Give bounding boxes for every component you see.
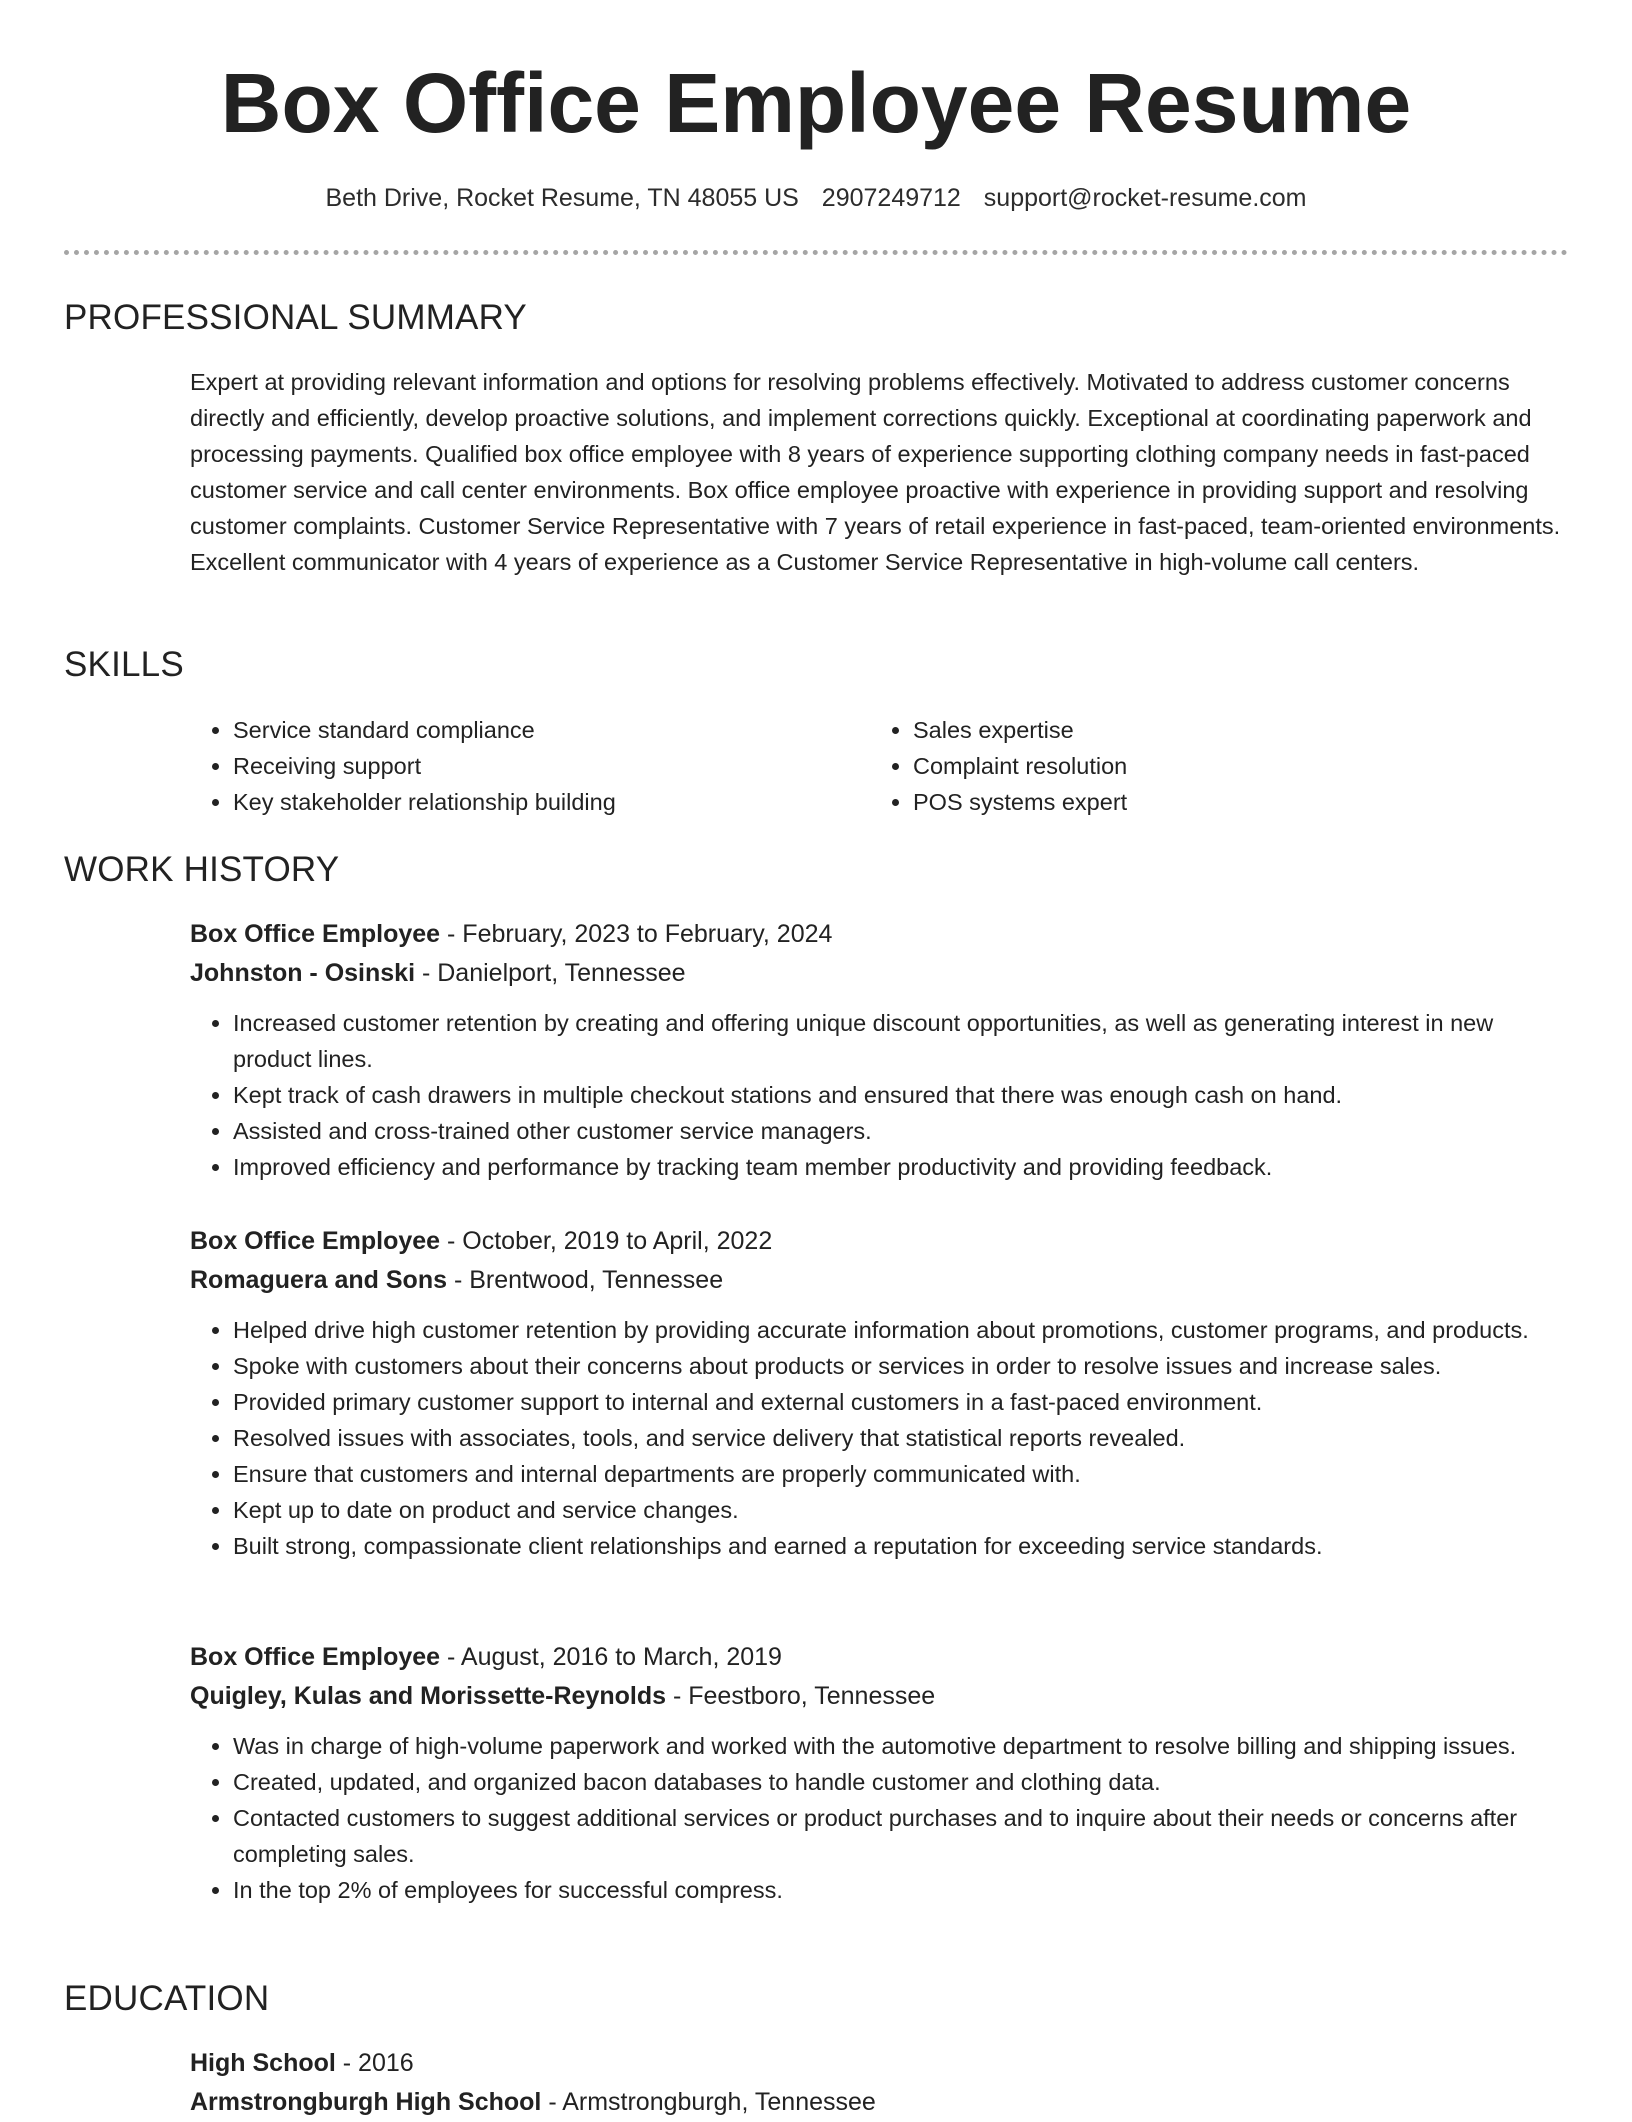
job-title: Box Office Employee <box>190 1643 441 1671</box>
education-degree-line <box>190 2044 1570 2083</box>
skill-item: • Key stakeholder relationship building <box>233 784 870 820</box>
job-location: - Feestboro, Tennessee <box>666 1682 936 1710</box>
job-bullet: • In the top 2% of employees for successful compress. <box>233 1872 1570 1908</box>
job-bullets <box>190 1728 1570 1908</box>
skills-list-right <box>870 712 1550 820</box>
job-bullet: • Was in charge of high-volume paperwork and worked with the automotive department to resolve billing and shipping issues. <box>233 1728 1570 1764</box>
job-dates: - October, 2019 to April, 2022 <box>440 1227 773 1255</box>
education-school: Armstrongburgh High School <box>190 2088 542 2116</box>
education-location: - Armstrongburgh, Tennessee <box>541 2088 876 2116</box>
job-bullet: • Increased customer retention by creating and offering unique discount opportunities, as well as generating interest in new product lines. <box>233 1005 1570 1077</box>
job-title: Box Office Employee <box>190 920 441 948</box>
skills-list-left <box>190 712 870 820</box>
skill-item: • POS systems expert <box>913 784 1550 820</box>
job-title-line <box>190 1638 1570 1677</box>
education-school-line <box>190 2083 1570 2122</box>
job-bullet: • Helped drive high customer retention by providing accurate information about promotions, customer programs, and products. <box>233 1312 1570 1348</box>
skills-section <box>190 712 1570 820</box>
job-bullet: • Created, updated, and organized bacon databases to handle customer and clothing data. <box>233 1764 1570 1800</box>
job-title: Box Office Employee <box>190 1227 441 1255</box>
job-entry <box>190 915 1570 1185</box>
job-entry <box>190 1222 1570 1564</box>
skill-item: • Sales expertise <box>913 712 1550 748</box>
contact-email: support@rocket-resume.com <box>983 184 1307 212</box>
contact-address: Beth Drive, Rocket Resume, TN 48055 US <box>325 184 799 212</box>
job-dates: - February, 2023 to February, 2024 <box>440 920 833 948</box>
job-company: Quigley, Kulas and Morissette-Reynolds <box>190 1682 667 1710</box>
skill-item: • Service standard compliance <box>233 712 870 748</box>
job-bullet: • Resolved issues with associates, tools, and service delivery that statistical reports revealed. <box>233 1420 1570 1456</box>
job-company: Romaguera and Sons <box>190 1266 447 1294</box>
job-company-line <box>190 954 1570 993</box>
work-heading: WORK HISTORY <box>64 850 340 889</box>
job-bullets <box>190 1312 1570 1564</box>
contact-phone: 2907249712 <box>821 184 961 212</box>
header-divider <box>64 250 1568 255</box>
education-entry <box>190 2044 1570 2122</box>
education-year: - 2016 <box>335 2049 414 2077</box>
job-bullet: • Kept up to date on product and service changes. <box>233 1492 1570 1528</box>
job-company: Johnston - Osinski <box>190 959 416 987</box>
summary-heading: PROFESSIONAL SUMMARY <box>64 298 527 337</box>
job-bullets <box>190 1005 1570 1185</box>
skill-item: • Receiving support <box>233 748 870 784</box>
job-title-line <box>190 915 1570 954</box>
contact-line <box>0 180 1632 216</box>
job-entry <box>190 1638 1570 1908</box>
education-heading: EDUCATION <box>64 1979 270 2018</box>
skills-grid <box>190 712 1570 820</box>
job-bullet: • Kept track of cash drawers in multiple checkout stations and ensured that there was enough cash on hand. <box>233 1077 1570 1113</box>
job-dates: - August, 2016 to March, 2019 <box>440 1643 782 1671</box>
job-bullet: • Ensure that customers and internal departments are properly communicated with. <box>233 1456 1570 1492</box>
job-company-line <box>190 1261 1570 1300</box>
job-location: - Danielport, Tennessee <box>415 959 686 987</box>
job-bullet: • Spoke with customers about their concerns about products or services in order to resolve issues and increase sales. <box>233 1348 1570 1384</box>
job-title-line <box>190 1222 1570 1261</box>
resume-title: Box Office Employee Resume <box>220 56 1412 150</box>
job-bullet: • Provided primary customer support to internal and external customers in a fast-paced environment. <box>233 1384 1570 1420</box>
job-bullet: • Contacted customers to suggest additional services or product purchases and to inquire about their needs or concerns after completing sales. <box>233 1800 1570 1872</box>
skills-heading: SKILLS <box>64 645 184 684</box>
job-bullet: • Built strong, compassionate client relationships and earned a reputation for exceeding service standards. <box>233 1528 1570 1564</box>
job-bullet: • Improved efficiency and performance by tracking team member productivity and providing feedback. <box>233 1149 1570 1185</box>
job-location: - Brentwood, Tennessee <box>447 1266 724 1294</box>
education-degree: High School <box>190 2049 336 2077</box>
job-company-line <box>190 1677 1570 1716</box>
summary-text: Expert at providing relevant information and options for resolving problems effectively. Motivated to address customer concerns directly and efficiently, develop proactive solutions, and implement corrections quickly. Exceptional at coordinating paperwork and processing payments. Qualified box office employee with 8 years of experience supporting clothing company needs in fast-paced customer service and call center environments. Box office employee proactive with experience in providing support and resolving customer complaints. Customer Service Representative with 7 years of retail experience in fast-paced, team-oriented environments. Excellent communicator with 4 years of experience as a Customer Service Representative in high-volume call centers. <box>190 369 1561 575</box>
skill-item: • Complaint resolution <box>913 748 1550 784</box>
summary-section <box>190 364 1568 580</box>
job-bullet: • Assisted and cross-trained other customer service managers. <box>233 1113 1570 1149</box>
